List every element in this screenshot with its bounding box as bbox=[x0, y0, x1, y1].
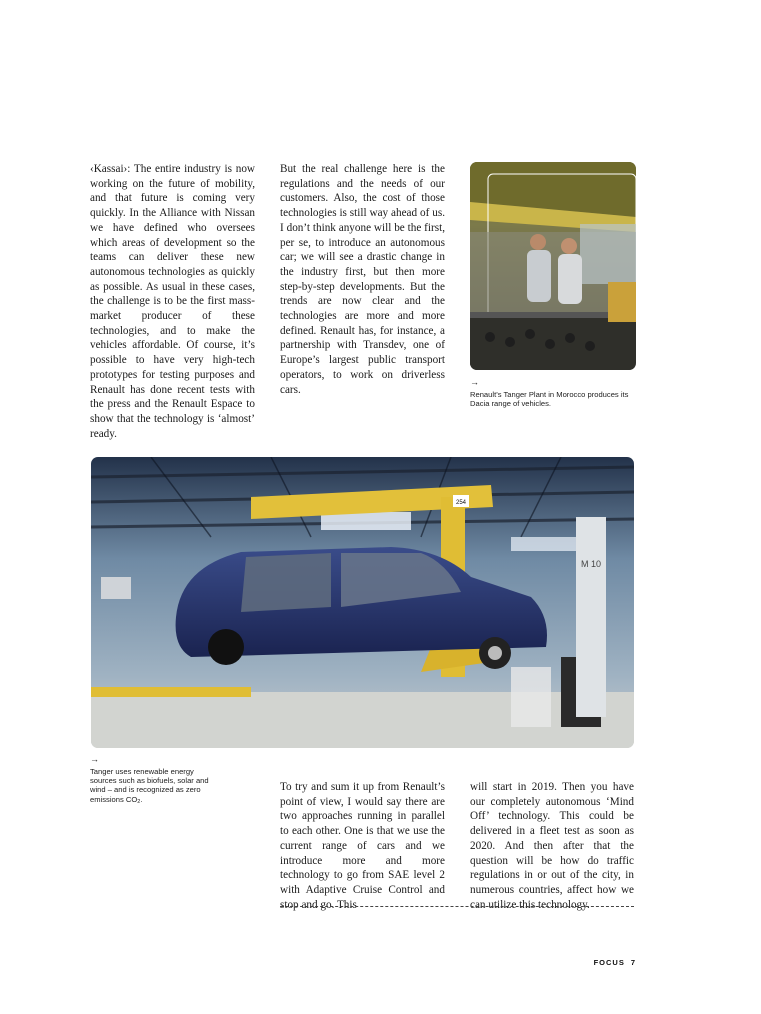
caption-text: Renault’s Tanger Plant in Morocco produces its Dacia range of vehicles. bbox=[470, 390, 629, 409]
article-column-1: ‹Kassai›: The entire industry is now working on the future of mobility, and that future is coming very quickly. In the Alliance with Nissan we have defined who oversees which areas of development so the teams can deliver these new autonomous technologies as quickly as possible. As usual in these cases, the challenge is to be the first mass-market producer of these technologies, and to make the vehicles affordable. Of course, it’s possible to have very high-tech prototypes for testing purposes and Renault has done recent tests with the press and the Renault Espace to show that the technology is ‘almost’ ready. bbox=[90, 163, 255, 440]
caption-tanger-energy bbox=[90, 753, 215, 807]
caption-text: Tanger uses renewable energy sources such as biofuels, solar and wind – and is recognized as zero emissions CO bbox=[90, 767, 209, 804]
pillar-label: M 10 bbox=[580, 559, 602, 569]
caption-subscript: 2 bbox=[137, 798, 141, 805]
arrow-right-icon: → bbox=[470, 377, 479, 387]
section-name: FOCUS bbox=[593, 958, 625, 967]
assembly-line-photo bbox=[91, 457, 634, 748]
page-footer bbox=[560, 958, 636, 967]
gantry-tag-label: 254 bbox=[455, 500, 467, 506]
section-divider bbox=[280, 906, 634, 908]
article-column-3: To try and sum it up from Renault’s point of view, I would say there are two approaches running in parallel to each other. One is that we use the current range of cars and we introduce more and more technology to go from SAE level 2 with Adaptive Cruise Control and stop and go. This bbox=[280, 781, 445, 911]
caption-end: . bbox=[140, 794, 143, 804]
tanger-workers-photo bbox=[470, 162, 636, 370]
article-column-4: will start in 2019. Then you have our completely autonomous ‘Mind Off’ technology. This could be delivered in a fleet test as soon as 2020. And then after that the question will be how do traffic regulations in or out of the city, in numerous countries, affect how we can utilize this technology. bbox=[470, 781, 634, 911]
caption-tanger-plant bbox=[470, 376, 640, 408]
article-column-2: But the real challenge here is the regulations and the needs of our customers. Also, the cost of those technologies is still way ahead of us. I don’t think anyone will be the first, per se, to introduce an autonomous car; we will see a drastic change in the industry first, but then more step-by-step developments. But the trends are now clear and the technologies are more and more defined. Renault has, for instance, a partnership with Transdev, one of Europe’s largest public transport operators, to work on driverless cars. bbox=[280, 163, 445, 396]
arrow-right-icon: → bbox=[90, 754, 99, 764]
page-number: 7 bbox=[630, 958, 636, 967]
